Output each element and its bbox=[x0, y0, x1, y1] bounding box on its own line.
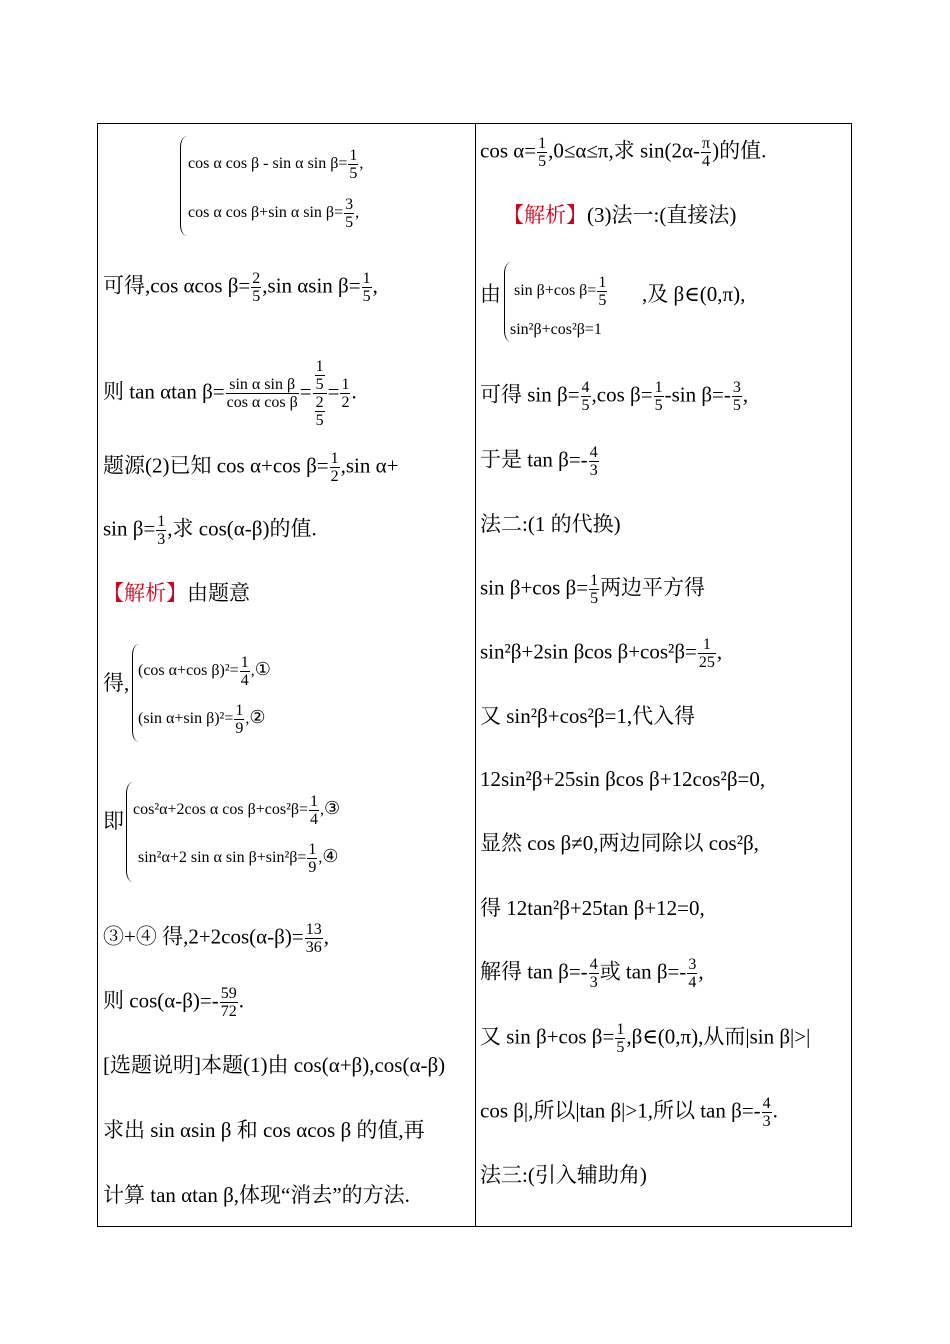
solution-line: 解得 tan β=- $\frac{4}{3}$ 或 tan β=- $\frac{3}{4}$ , bbox=[480, 956, 704, 991]
system-line: (sin α+sin β)²= $\frac{1}{9}$ ,② bbox=[138, 702, 266, 737]
system-line: cos α cos β+sin α sin β= $\frac{3}{5}$ , bbox=[188, 196, 360, 231]
system-line: (cos α+cos β)²= $\frac{1}{4}$ ,① bbox=[138, 654, 271, 689]
tan-result-line: 于是 tan β=- $\frac{4}{3}$ bbox=[480, 444, 598, 479]
substitute-line: 又 sin²β+cos²β=1,代入得 bbox=[480, 704, 696, 728]
square-line: sin β+cos β= $\frac{1}{5}$ 两边平方得 bbox=[480, 572, 706, 607]
method-3-heading: 法三:(引入辅助角) bbox=[480, 1163, 647, 1187]
question-2-line: 题源(2)已知 cos α+cos β= $\frac{1}{2}$ ,sin α+ bbox=[103, 450, 399, 485]
you-label: 由 bbox=[480, 282, 501, 306]
again-line: 又 sin β+cos β= $\frac{1}{5}$ ,β∈(0,π),从而|sin β|>| bbox=[480, 1021, 811, 1056]
ji-label: 即 bbox=[103, 809, 124, 833]
note-line: [选题说明]本题(1)由 cos(α+β),cos(α-β) bbox=[103, 1053, 446, 1077]
sum-line: ③+④ 得,2+2cos(α-β)= $\frac{13}{36}$ , bbox=[103, 921, 329, 956]
analysis-heading: 【解析】由题意 bbox=[103, 581, 250, 605]
system-line: sin²α+2 sin α sin β+sin²β= $\frac{1}{9}$ ,④ bbox=[138, 841, 339, 876]
divide-line: 显然 cos β≠0,两边同除以 cos²β, bbox=[480, 831, 759, 855]
system-tail: ,及 β∈(0,π), bbox=[642, 282, 746, 306]
deduce-line: 可得 sin β= $\frac{4}{5}$ ,cos β= $\frac{1}{5}$ -sin β=- $\frac{3}{5}$ , bbox=[480, 379, 749, 414]
method-2-heading: 法二:(1 的代换) bbox=[480, 512, 621, 536]
system-line: cos α cos β - sin α sin β= $\frac{1}{5}$ , bbox=[188, 147, 364, 182]
system-brace bbox=[126, 782, 133, 882]
expand-line: sin²β+2sin βcos β+cos²β= $\frac{1}{25}$ , bbox=[480, 636, 723, 671]
note-line: 求出 sin αsin β 和 cos αcos β 的值,再 bbox=[103, 1118, 425, 1142]
note-line: 计算 tan αtan β,体现“消去”的方法. bbox=[103, 1183, 410, 1207]
conclusion-line: cos β|,所以|tan β|>1,所以 tan β=- $\frac{4}{3}$ . bbox=[480, 1095, 778, 1130]
system-line: sin²β+cos²β=1 bbox=[510, 321, 602, 338]
analysis-heading: 【解析】(3)法一:(直接法) bbox=[503, 203, 737, 227]
column-divider bbox=[475, 124, 476, 1226]
system-line: sin β+cos β= $\frac{1}{5}$ bbox=[514, 274, 607, 309]
deduce-line: 可得,cos αcos β= $\frac{2}{5}$ ,sin αsin β= $\frac{1}{5}$ , bbox=[103, 270, 378, 305]
tan-product-line: 则 tan αtan β= $\frac{\text{sin α sin β}}{\text{cos α cos β}}$ = $\frac{\frac{1}{5}}{\frac{2}{5}}$ = $\frac{1}{2}$ . bbox=[103, 358, 357, 429]
question-2-line: sin β= $\frac{1}{3}$ ,求 cos(α-β)的值. bbox=[103, 513, 317, 548]
result-line: 则 cos(α-β)=- $\frac{59}{72}$ . bbox=[103, 985, 244, 1020]
system-line: cos²α+2cos α cos β+cos²β= $\frac{1}{4}$ ,③ bbox=[133, 793, 341, 828]
de-label: 得, bbox=[103, 671, 130, 695]
complex-fraction: $\frac{\frac{1}{5}}{\frac{2}{5}}$ bbox=[313, 358, 327, 429]
question-3-line: cos α= $\frac{1}{5}$ ,0≤α≤π,求 sin(2α- $\frac{\pi}{4}$ )的值. bbox=[480, 135, 767, 170]
system-brace bbox=[180, 136, 187, 236]
quadratic-line: 12sin²β+25sin βcos β+12cos²β=0, bbox=[480, 767, 766, 791]
tan-quadratic-line: 得 12tan²β+25tan β+12=0, bbox=[480, 896, 705, 920]
